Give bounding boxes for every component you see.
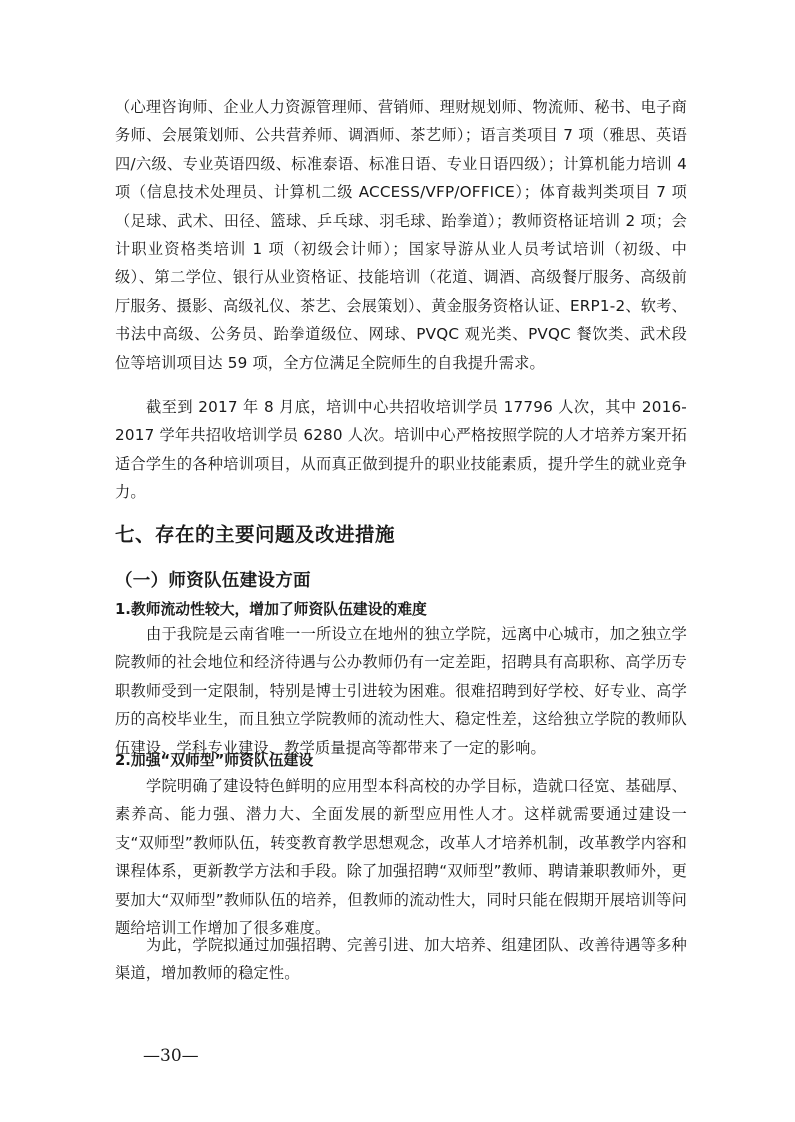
- paragraph-teacher-mobility: 由于我院是云南省唯一一所设立在地州的独立学院，远离中心城市，加之独立学院教师的社会地位和经济待遇与公办教师仍有一定差距，招聘具有高职称、高学历专职教师受到一定限制，特别是博士引进较为困难。很难招聘到好学校、好专业、高学历的高校毕业生，而且独立学院教师的流动性大、稳定性差，这给独立学院的教师队伍建设、学科专业建设、教学质量提高等都带来了一定的影响。: [115, 625, 687, 757]
- item-heading-2: 2.加强“双师型”师资队伍建设: [115, 752, 314, 769]
- paragraph-dual-teacher: 学院明确了建设特色鲜明的应用型本科高校的办学目标，造就口径宽、基础厚、素养高、能力强、潜力大、全面发展的新型应用性人才。这样就需要通过建设一支“双师型”教师队伍，转变教育教学思想观念，改革人才培养机制，改革教学内容和课程体系，更新教学方法和手段。除了加强招聘“双师型”教师、聘请兼职教师外，更要加大“双师型”教师队伍的培养，但教师的流动性大，同时只能在假期开展培训等问题给培训工作增加了很多难度。: [115, 777, 687, 938]
- paragraph-training-programs: （心理咨询师、企业人力资源管理师、营销师、理财规划师、物流师、秘书、电子商务师、会展策划师、公共营养师、调酒师、茶艺师）；语言类项目 7 项（雅思、英语四/六级、专业英语四级、标准泰语、标准日语、专业日语四级）；计算机能力培训 4 项（信息技术处理员、计算机二级 ACCESS/VFP/OFFICE）；体育裁判类项目 7 项（足球、武术、田径、篮球、乒乓球、羽毛球、跆拳道）；教师资格证培训 2 项；会计职业资格类培训 1 项（初级会计师）；国家导游从业人员考试培训（初级、中级）、第二学位、银行从业资格证、技能培训（花道、调酒、高级餐厅服务、高级前厅服务、摄影、高级礼仪、茶艺、会展策划）、黄金服务资格认证、ERP1-2、软考、书法中高级、公务员、跆拳道级位、网球、PVQC 观光类、PVQC 餐饮类、武术段位等培训项目达 59 项，全方位满足全院师生的自我提升需求。: [115, 98, 687, 372]
- page-number: —30—: [143, 1046, 199, 1066]
- paragraph-enrollment-stats: 截至到 2017 年 8 月底，培训中心共招收培训学员 17796 人次，其中 2016-2017 学年共招收培训学员 6280 人次。培训中心严格按照学院的人才培养方案开拓适合学生的各种培训项目，从而真正做到提升的职业技能素质，提升学生的就业竞争力。: [115, 398, 687, 502]
- item-heading-1: 1.教师流动性较大，增加了师资队伍建设的难度: [115, 601, 427, 618]
- paragraph-measures: 为此，学院拟通过加强招聘、完善引进、加大培养、组建团队、改善待遇等多种渠道，增加教师的稳定性。: [115, 936, 687, 983]
- section-heading: 七、存在的主要问题及改进措施: [115, 523, 396, 546]
- subsection-heading: （一）师资队伍建设方面: [115, 571, 311, 591]
